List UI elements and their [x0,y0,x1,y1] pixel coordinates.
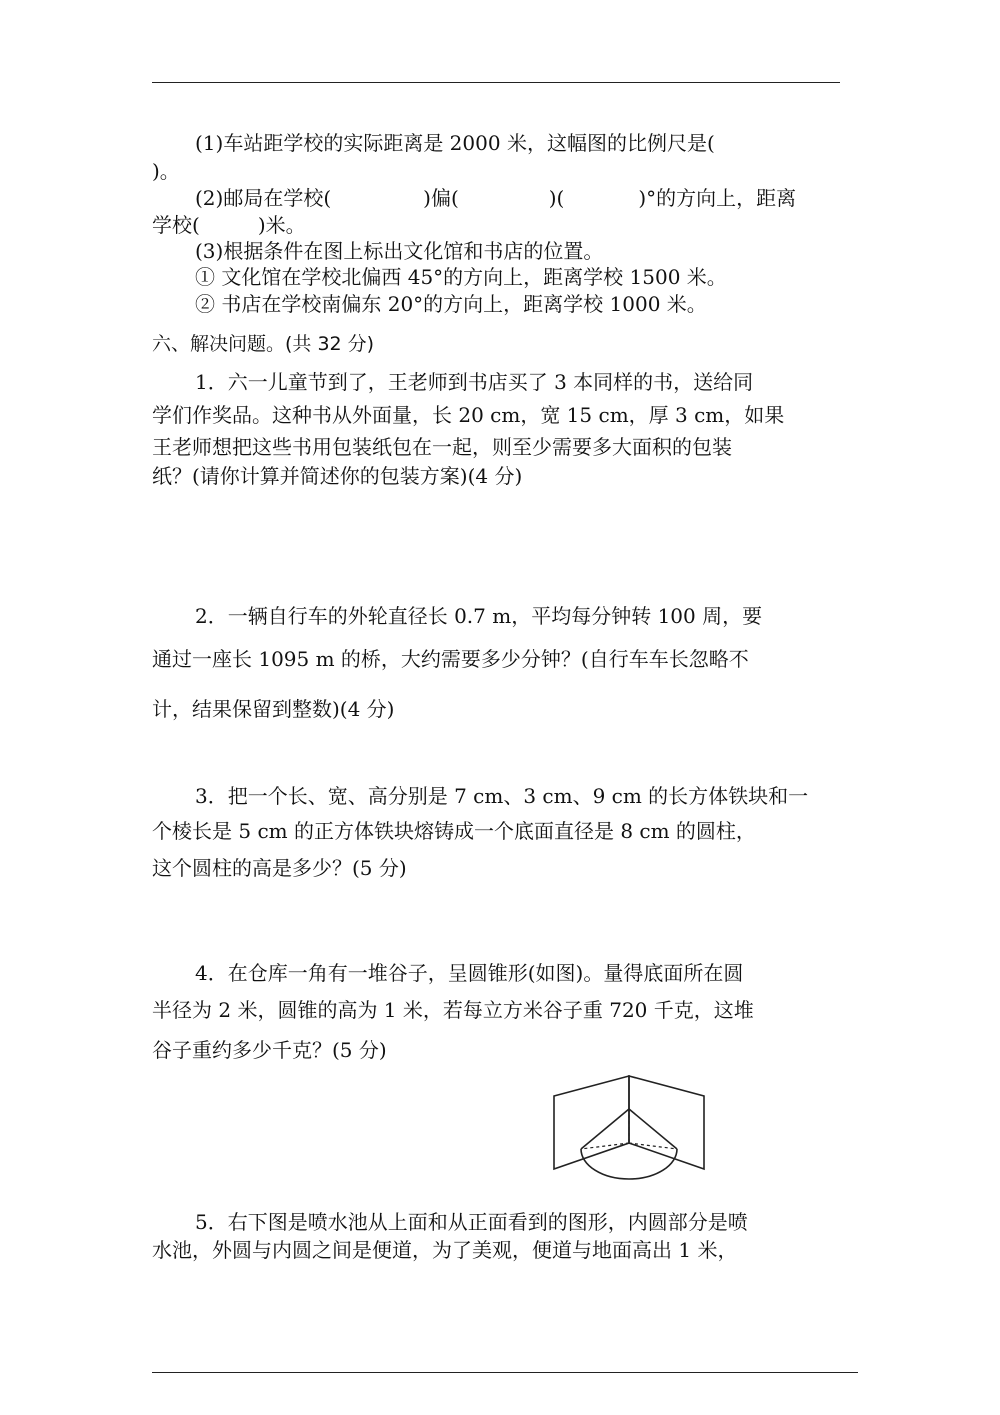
q2-line-cont [152,212,852,238]
q2-line [195,185,895,211]
p4-line-2: 半径为 2 米，圆锥的高为 1 米，若每立方米谷子重 720 千克，这堆 [152,998,754,1022]
p1-line-3: 王老师想把这些书用包装纸包在一起，则至少需要多大面积的包装 [152,435,732,459]
p3-line-3: 这个圆柱的高是多少？(5 分) [152,856,407,880]
p5-line-2: 水池，外圆与内圆之间是便道，为了美观，便道与地面高出 1 米， [152,1238,738,1262]
p1-line-1: 1．六一儿童节到了，王老师到书店买了 3 本同样的书，送给同 [195,370,754,394]
p4-line-1: 4．在仓库一角有一堆谷子，呈圆锥形(如图)。量得底面所在圆 [195,961,744,985]
q2-part-a: (2)邮局在学校( [195,186,332,210]
q2-cont-a: 学校( [152,213,200,237]
p3-line-2: 个棱长是 5 cm 的正方体铁块熔铸成一个底面直径是 8 cm 的圆柱， [152,819,756,843]
q2-part-c: )( [548,186,565,210]
section-heading: 六、解决问题。(共 32 分) [152,333,375,355]
q1-line: (1)车站距学校的实际距离是 2000 米，这幅图的比例尺是( [195,131,715,155]
q3-line: (3)根据条件在图上标出文化馆和书店的位置。 [195,239,604,263]
right-wall [629,1076,704,1169]
p2-line-1: 2．一辆自行车的外轮直径长 0.7 m，平均每分钟转 100 周，要 [195,604,763,628]
cone-side-left [581,1109,629,1149]
q3-item-1: ① 文化馆在学校北偏西 45°的方向上，距离学校 1500 米。 [195,265,727,289]
p1-line-4: 纸？(请你计算并简述你的包装方案)(4 分) [152,464,523,488]
p2-line-2: 通过一座长 1095 m 的桥，大约需要多少分钟？(自行车车长忽略不 [152,647,749,671]
p1-line-2: 学们作奖品。这种书从外面量，长 20 cm，宽 15 cm，厚 3 cm，如果 [152,403,785,427]
cone-base-arc [581,1149,677,1179]
footer-rule [152,1372,858,1373]
q2-part-d: )°的方向上，距离 [638,186,797,210]
q2-part-b: )偏( [423,186,459,210]
cone-side-right [629,1109,677,1149]
q3-item-2: ② 书店在学校南偏东 20°的方向上，距离学校 1000 米。 [195,292,707,316]
left-wall [554,1076,629,1169]
q2-cont-b: )米。 [257,213,306,237]
p5-line-1: 5．右下图是喷水池从上面和从正面看到的图形，内圆部分是喷 [195,1210,748,1234]
p2-line-3: 计，结果保留到整数)(4 分) [152,697,395,721]
header-rule [152,82,840,83]
q1-line-cont: )。 [152,159,180,183]
p4-line-3: 谷子重约多少千克？(5 分) [152,1038,387,1062]
cone-corner-figure [549,1073,711,1185]
p3-line-1: 3．把一个长、宽、高分别是 7 cm、3 cm、9 cm 的长方体铁块和一 [195,784,809,808]
